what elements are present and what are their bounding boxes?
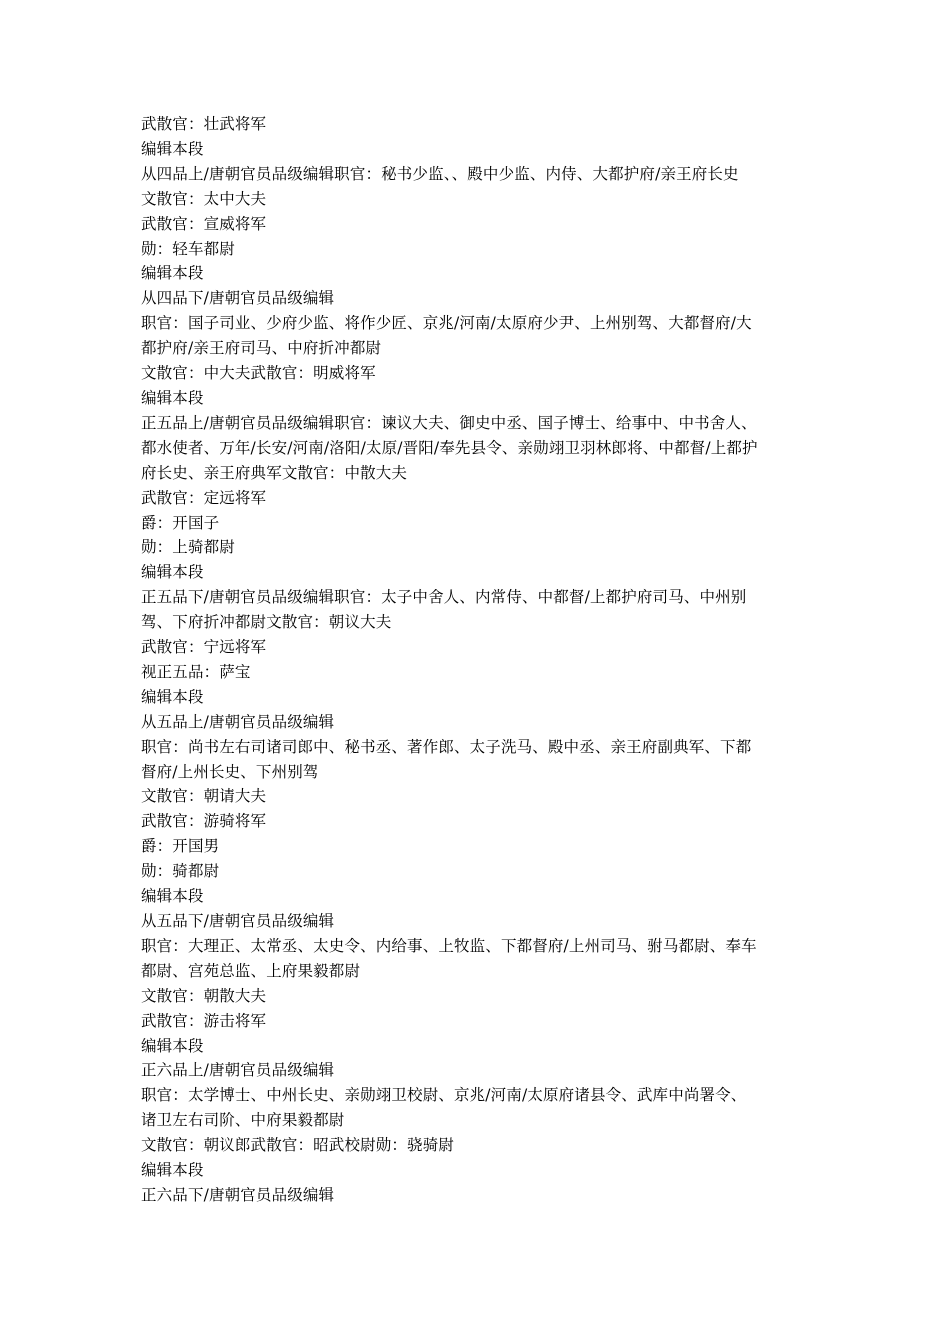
- text-line: 武散官：游击将军: [141, 1011, 267, 1030]
- text-line: 编辑本段: [141, 887, 204, 906]
- text-line: 从五品上/唐朝官员品级编辑: [141, 712, 335, 731]
- text-line: 视正五品：萨宝: [141, 662, 251, 681]
- text-line: 编辑本段: [141, 687, 204, 706]
- text-line: 正六品上/唐朝官员品级编辑: [141, 1061, 335, 1080]
- text-line: 正六品下/唐朝官员品级编辑: [141, 1185, 335, 1204]
- text-line: 编辑本段: [141, 139, 204, 158]
- text-line: 都护府/亲王府司马、中府折冲都尉: [141, 339, 382, 358]
- text-line: 都尉、宫苑总监、上府果毅都尉: [141, 961, 361, 980]
- text-line: 武散官：定远将军: [141, 488, 267, 507]
- text-line: 爵：开国子: [141, 513, 220, 532]
- text-line: 职官：太学博士、中州长史、亲勋翊卫校尉、京兆/河南/太原府诸县令、武库中尚署令、: [141, 1086, 747, 1105]
- text-line: 正五品上/唐朝官员品级编辑职官：谏议大夫、御史中丞、国子博士、给事中、中书舍人、: [141, 413, 757, 432]
- text-line: 都水使者、万年/长安/河南/洛阳/太原/晋阳/奉先县令、亲勋翊卫羽林郎将、中都督/上都护: [141, 438, 758, 457]
- text-line: 文散官：朝请大夫: [141, 787, 267, 806]
- text-line: 编辑本段: [141, 1036, 204, 1055]
- text-line: 编辑本段: [141, 1161, 204, 1180]
- text-line: 职官：尚书左右司诸司郎中、秘书丞、著作郎、太子洗马、殿中丞、亲王府副典军、下都: [141, 737, 752, 756]
- text-line: 诸卫左右司阶、中府果毅都尉: [141, 1111, 345, 1130]
- text-line: 编辑本段: [141, 563, 204, 582]
- text-line: 驾、下府折冲都尉文散官：朝议大夫: [141, 613, 392, 632]
- text-line: 勋：上骑都尉: [141, 538, 235, 557]
- text-line: 武散官：宣威将军: [141, 214, 267, 233]
- text-line: 勋：轻车都尉: [141, 239, 235, 258]
- text-line: 督府/上州长史、下州别驾: [141, 762, 319, 781]
- text-line: 爵：开国男: [141, 837, 220, 856]
- text-line: 文散官：中大夫武散官：明威将军: [141, 364, 376, 383]
- text-line: 编辑本段: [141, 388, 204, 407]
- text-line: 正五品下/唐朝官员品级编辑职官：太子中舍人、内常侍、中都督/上都护府司马、中州别: [141, 588, 747, 607]
- text-line: 武散官：宁远将军: [141, 638, 267, 657]
- text-line: 勋：骑都尉: [141, 862, 220, 881]
- text-line: 文散官：太中大夫: [141, 189, 267, 208]
- text-line: 职官：国子司业、少府少监、将作少匠、京兆/河南/太原府少尹、上州别驾、大都督府/大: [141, 314, 752, 333]
- text-line: 文散官：朝散大夫: [141, 986, 267, 1005]
- text-line: 武散官：壮武将军: [141, 115, 267, 133]
- text-line: 从四品下/唐朝官员品级编辑: [141, 289, 335, 308]
- document-body: [141, 112, 831, 1208]
- text-line: 从五品下/唐朝官员品级编辑: [141, 912, 335, 930]
- text-line: 武散官：游骑将军: [141, 812, 267, 831]
- text-line: 从四品上/唐朝官员品级编辑职官：秘书少监、、殿中少监、内侍、大都护府/亲王府长史: [141, 164, 739, 183]
- text-line: 编辑本段: [141, 264, 204, 283]
- text-line: 职官：大理正、太常丞、太史令、内给事、上牧监、下都督府/上州司马、驸马都尉、奉车: [141, 936, 757, 955]
- text-line: 府长史、亲王府典军文散官：中散大夫: [141, 463, 408, 482]
- text-line: 文散官：朝议郎武散官：昭武校尉勋：骁骑尉: [141, 1136, 455, 1155]
